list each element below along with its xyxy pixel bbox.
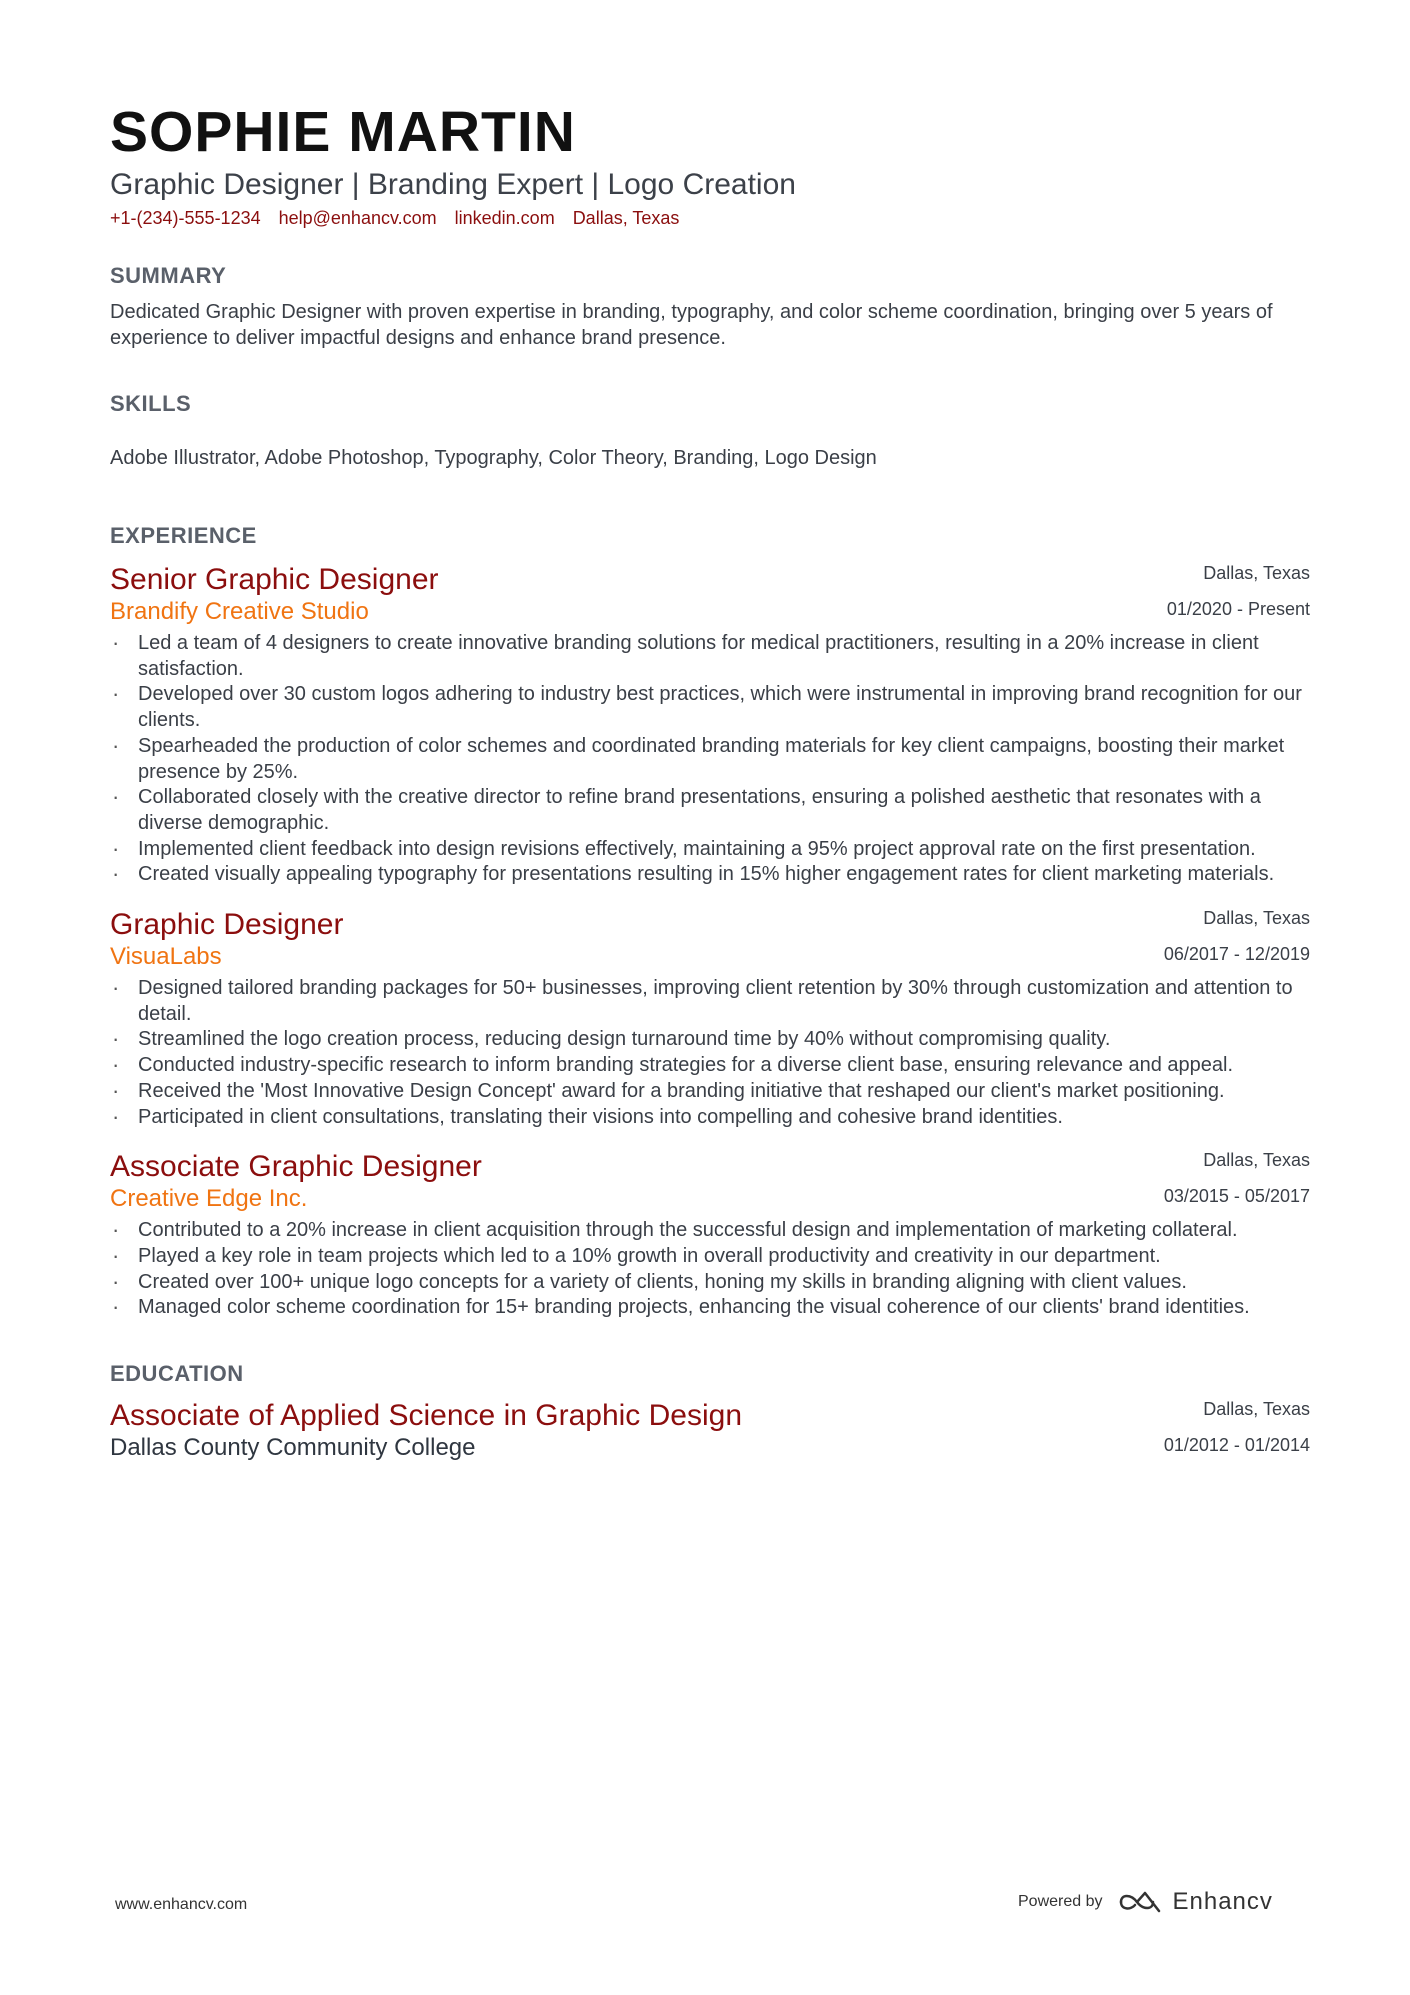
skills-heading: SKILLS <box>110 391 192 416</box>
job-location: Dallas, Texas <box>1203 908 1310 929</box>
enhancv-brand[interactable] <box>1117 1888 1273 1916</box>
job-entry-1 <box>110 563 1310 627</box>
email-link[interactable]: help@enhancv.com <box>278 208 437 228</box>
job-location: Dallas, Texas <box>1203 563 1310 583</box>
school-name: Dallas County Community College <box>110 1434 476 1462</box>
job-location: Dallas, Texas <box>1203 1150 1310 1171</box>
skills-text: Adobe Illustrator, Adobe Photoshop, Typography, Color Theory, Branding, Logo Design <box>110 447 877 469</box>
footer-website-link[interactable]: www.enhancv.com <box>115 1896 248 1913</box>
degree-title: Associate of Applied Science in Graphic Design <box>110 1399 743 1433</box>
list-item: · Received the 'Most Innovative Design Concept' award for a branding initiative that reshaped our client's market positioning. <box>110 1079 1310 1105</box>
job-dates: 01/2020 - Present <box>1166 599 1310 619</box>
linkedin-link[interactable]: linkedin.com <box>454 208 555 228</box>
contact-row <box>110 208 1310 229</box>
job-bullets-3 <box>110 1218 1310 1321</box>
list-item: · Played a key role in team projects which led to a 10% growth in overall productivity and creativity in our department. <box>110 1244 1310 1270</box>
experience-heading: EXPERIENCE <box>110 523 257 548</box>
company-name: Creative Edge Inc. <box>110 1185 308 1213</box>
list-item: · Led a team of 4 designers to create innovative branding solutions for medical practitioners, resulting in a 20% increase in client satisfaction. <box>110 631 1310 682</box>
summary-heading: SUMMARY <box>110 263 227 288</box>
list-item: · Spearheaded the production of color schemes and coordinated branding materials for key client campaigns, boosting their market presence by 25%. <box>110 734 1310 785</box>
list-item: · Contributed to a 20% increase in client acquisition through the successful design and implementation of marketing collateral. <box>110 1218 1310 1244</box>
job-title: Senior Graphic Designer <box>110 563 439 596</box>
education-location: Dallas, Texas <box>1203 1399 1310 1420</box>
education-dates: 01/2012 - 01/2014 <box>1163 1435 1310 1456</box>
job-bullets-2 <box>110 976 1310 1130</box>
job-entry-2 <box>110 908 1310 972</box>
summary-text: Dedicated Graphic Designer with proven expertise in branding, typography, and color scheme coordination, bringing over 5 years of experience to deliver impactful designs and enhance brand presence. <box>110 301 1273 349</box>
job-title: Associate Graphic Designer <box>110 1150 482 1184</box>
list-item: · Developed over 30 custom logos adhering to industry best practices, which were instrumental in improving brand recognition for our clients. <box>110 682 1310 733</box>
list-item: · Managed color scheme coordination for 15+ branding projects, enhancing the visual coherence of our clients' brand identities. <box>110 1295 1310 1321</box>
resume-page <box>110 100 1310 1463</box>
education-heading: EDUCATION <box>110 1361 244 1387</box>
list-item: · Created over 100+ unique logo concepts for a variety of clients, honing my skills in branding aligning with client values. <box>110 1270 1310 1296</box>
headline: Graphic Designer | Branding Expert | Logo Creation <box>110 168 796 201</box>
list-item: · Created visually appealing typography for presentations resulting in 15% higher engagement rates for client marketing materials. <box>110 862 1310 888</box>
job-dates: 03/2015 - 05/2017 <box>1163 1186 1310 1207</box>
footer-powered-by <box>1018 1888 1273 1916</box>
list-item: · Conducted industry-specific research to inform branding strategies for a diverse client base, ensuring relevance and appeal. <box>110 1053 1310 1079</box>
powered-by-label: Powered by <box>1018 1893 1103 1910</box>
company-name: VisuaLabs <box>110 943 222 971</box>
candidate-name: SOPHIE MARTIN <box>110 100 576 164</box>
job-bullets-1 <box>110 631 1310 888</box>
list-item: · Streamlined the logo creation process, reducing design turnaround time by 40% without compromising quality. <box>110 1027 1310 1053</box>
brand-name: Enhancv <box>1172 1888 1273 1915</box>
location-text: Dallas, Texas <box>572 208 680 228</box>
job-entry-3 <box>110 1150 1310 1214</box>
enhancv-logo-icon <box>1117 1889 1163 1915</box>
list-item: · Collaborated closely with the creative director to refine brand presentations, ensuring a polished aesthetic that resonates with a diverse demographic. <box>110 785 1310 836</box>
company-name: Brandify Creative Studio <box>110 598 369 625</box>
job-dates: 06/2017 - 12/2019 <box>1163 944 1310 965</box>
phone-link[interactable]: +1-(234)-555-1234 <box>110 208 261 228</box>
job-title: Graphic Designer <box>110 908 344 942</box>
education-entry <box>110 1399 1310 1463</box>
list-item: · Designed tailored branding packages for 50+ businesses, improving client retention by 30% through customization and attention to detail. <box>110 976 1310 1027</box>
list-item: · Implemented client feedback into design revisions effectively, maintaining a 95% project approval rate on the first presentation. <box>110 837 1310 863</box>
list-item: · Participated in client consultations, translating their visions into compelling and cohesive brand identities. <box>110 1105 1310 1131</box>
